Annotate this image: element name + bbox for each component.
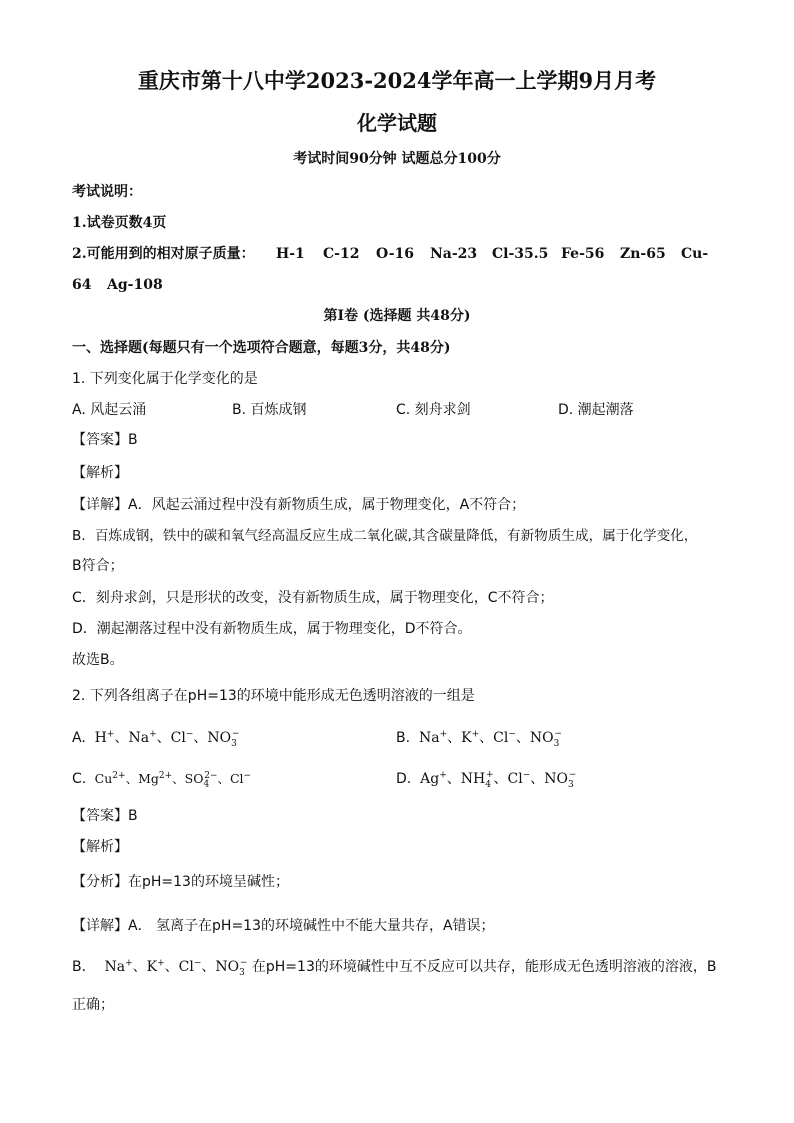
atom-fe: Fe-56 bbox=[561, 246, 605, 262]
q2-option-d-label: D. bbox=[396, 771, 412, 787]
q1-answer: 【答案】B bbox=[72, 432, 138, 448]
q2-detail-a: 【详解】A． 氢离子在pH=13的环境碱性中不能大量共存，A错误； bbox=[72, 918, 495, 934]
q1-option-a: A. 风起云涌 bbox=[72, 402, 147, 418]
q2-detail-b-cont: 正确； bbox=[72, 997, 114, 1013]
q2-option-d bbox=[396, 770, 576, 788]
exam-info: 考试时间90分钟 试题总分100分 bbox=[293, 151, 501, 167]
atom-cu-cont: 64 bbox=[72, 277, 92, 293]
q2-analysis: 【解析】 bbox=[72, 839, 128, 855]
q1-detail-a: 【详解】A．风起云涌过程中没有新物质生成，属于物理变化，A不符合； bbox=[72, 497, 526, 513]
q2-option-b-ions: Na+、K+、Cl−、$NO_3^-$ bbox=[414, 729, 562, 749]
page-title: 重庆市第十八中学2023-2024学年高一上学期9月月考 bbox=[137, 68, 657, 93]
q2-fenxi: 【分析】在pH=13的环境呈碱性； bbox=[72, 874, 289, 890]
q2-option-c bbox=[72, 770, 251, 788]
atom-zn: Zn-65 bbox=[620, 246, 666, 262]
q2-detail-b-prefix: B． bbox=[72, 959, 96, 975]
q2-option-a-ions: H+、Na+、Cl−、$NO_3^-$ bbox=[90, 729, 240, 749]
atomic-masses-label: 2.可能用到的相对原子质量： bbox=[72, 246, 255, 262]
q2-option-a bbox=[72, 729, 239, 747]
section-title: 第Ⅰ卷 (选择题 共48分) bbox=[323, 308, 471, 324]
q1-detail-b: B．百炼成钢，铁中的碳和氧气经高温反应生成二氧化碳,其含碳量降低，有新物质生成，属于化学变化， bbox=[72, 528, 698, 544]
q1-conclusion: 故选B。 bbox=[72, 652, 124, 668]
q1-stem: 1. 下列变化属于化学变化的是 bbox=[72, 371, 258, 387]
atom-cl: Cl-35.5 bbox=[492, 246, 549, 262]
atom-cu: Cu- bbox=[681, 246, 709, 262]
q2-option-b-label: B. bbox=[396, 730, 411, 746]
part-one-heading: 一、选择题(每题只有一个选项符合题意，每题3分，共48分) bbox=[72, 340, 451, 356]
instructions-heading: 考试说明： bbox=[72, 184, 142, 200]
atom-na: Na-23 bbox=[430, 246, 478, 262]
q2-option-d-ions: Ag+、$NH_4^+$、Cl−、$NO_3^-$ bbox=[415, 770, 577, 790]
q2-detail-b-suffix: 在pH=13的环境碱性中互不反应可以共存，能形成无色透明溶液的溶液，B bbox=[251, 959, 717, 975]
q2-detail-b-ions: Na+、K+、Cl−、$NO_3^-$ bbox=[100, 958, 248, 978]
atom-o: O-16 bbox=[376, 246, 415, 262]
q1-option-b: B. 百炼成钢 bbox=[232, 402, 307, 418]
atom-h: H-1 bbox=[276, 246, 305, 262]
q2-answer: 【答案】B bbox=[72, 808, 138, 824]
q1-option-c: C. 刻舟求剑 bbox=[396, 402, 471, 418]
instructions-item-pages: 1.试卷页数4页 bbox=[72, 215, 167, 231]
instructions-item-atomic-masses bbox=[72, 245, 255, 263]
page-subtitle: 化学试题 bbox=[357, 111, 437, 135]
q1-option-d: D. 潮起潮落 bbox=[558, 402, 634, 418]
atom-ag: Ag-108 bbox=[107, 277, 163, 293]
q2-detail-b bbox=[72, 958, 716, 976]
q1-detail-b-cont: B符合； bbox=[72, 558, 124, 574]
atom-c: C-12 bbox=[323, 246, 360, 262]
q1-analysis: 【解析】 bbox=[72, 465, 128, 481]
q2-option-c-ions: $Cu^{2+}$、$Mg^{2+}$、$SO_4^{2-}$、Cl− bbox=[90, 770, 252, 790]
q2-option-a-label: A. bbox=[72, 730, 86, 746]
q2-option-b bbox=[396, 729, 562, 747]
q2-stem: 2. 下列各组离子在pH=13的环境中能形成无色透明溶液的一组是 bbox=[72, 688, 475, 704]
q1-detail-d: D．潮起潮落过程中没有新物质生成，属于物理变化，D不符合。 bbox=[72, 621, 472, 637]
q1-detail-c: C．刻舟求剑，只是形状的改变，没有新物质生成，属于物理变化，C不符合； bbox=[72, 590, 554, 606]
q2-option-c-label: C. bbox=[72, 771, 87, 787]
